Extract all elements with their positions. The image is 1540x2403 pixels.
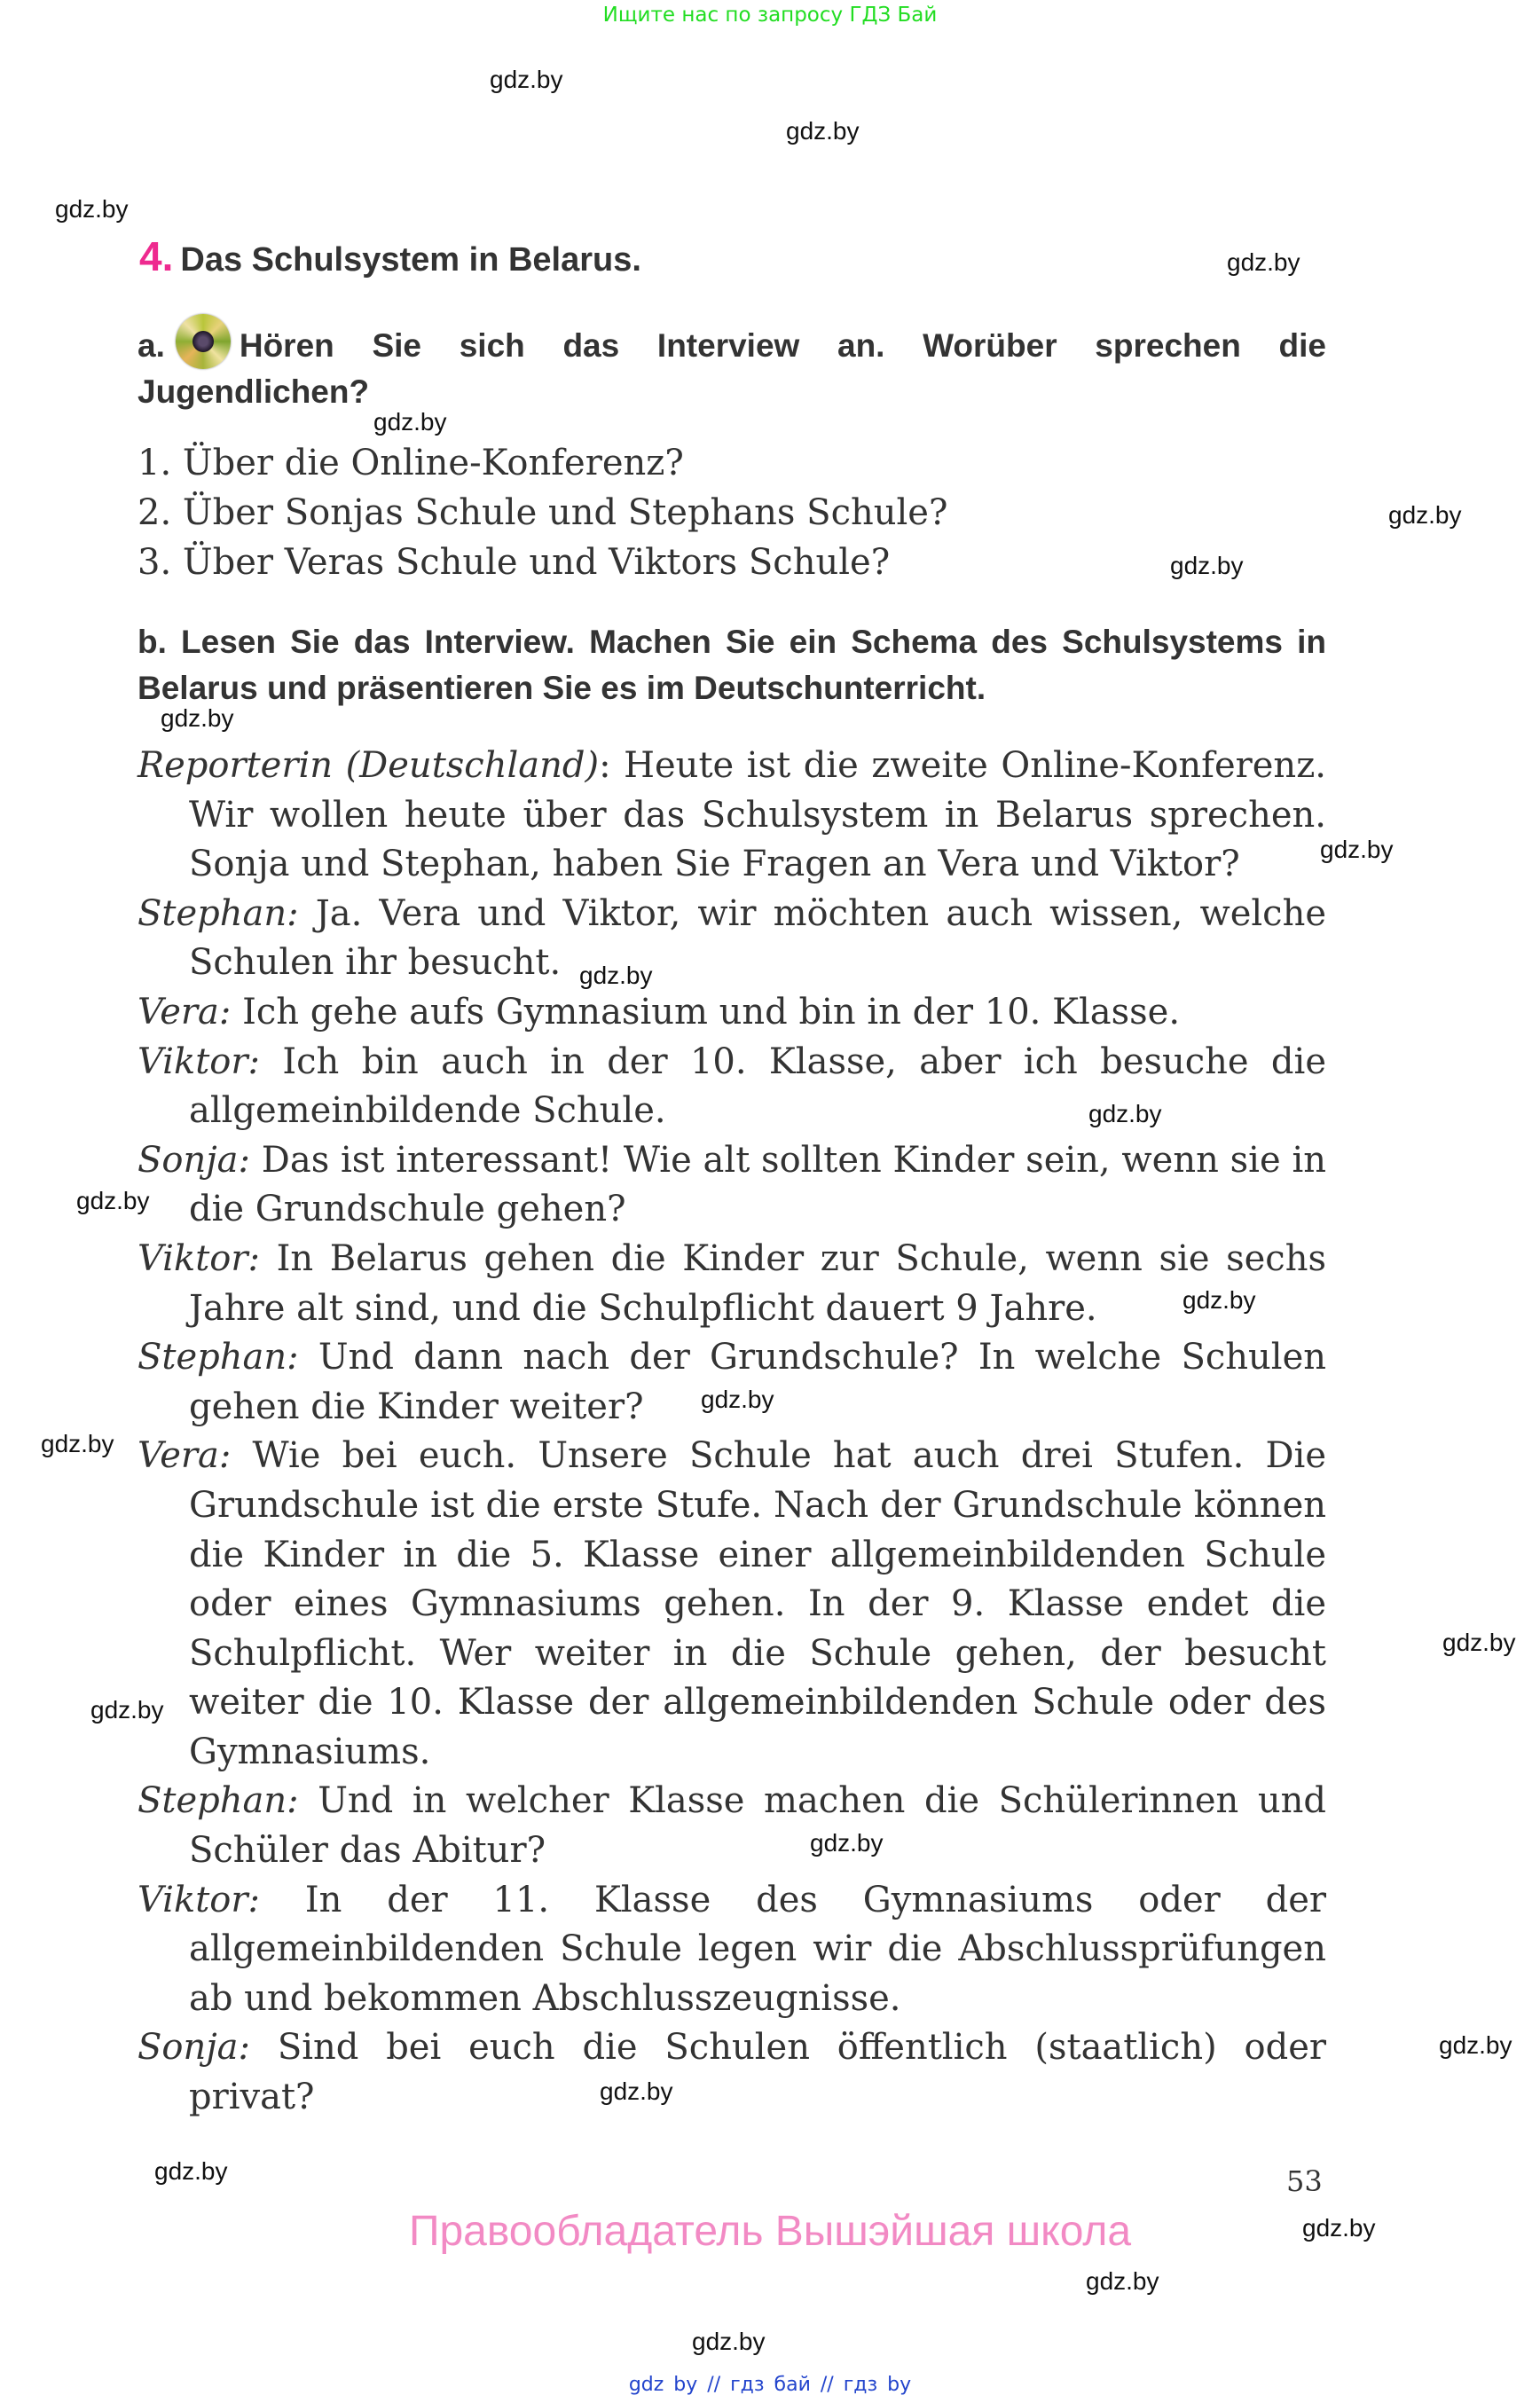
task-a <box>138 314 1326 415</box>
watermark: gdz.by <box>161 704 234 732</box>
speaker: Reporterin (Deutschland) <box>138 745 600 786</box>
watermark: gdz.by <box>810 1829 884 1857</box>
option-text: Über Veras Schule und Viktors Schule? <box>182 542 891 583</box>
watermark: gdz.by <box>1227 248 1300 276</box>
option-text: Über Sonjas Schule und Stephans Schule? <box>182 492 948 533</box>
option-number: 3. <box>138 542 172 583</box>
search-banner[interactable]: Ищите нас по запросу ГДЗ Бай <box>602 4 938 27</box>
task-a-label: a. <box>138 327 165 364</box>
option-1 <box>138 438 947 488</box>
dialog-turn <box>138 2023 1326 2122</box>
utterance: Heute ist die zweite Online-Konferenz. Wir wollen heute über das Schulsystem in Belarus sprechen. Sonja und Stephan, haben Sie Fragen an Vera und Viktor? <box>189 745 1326 885</box>
task-a-text: Hören Sie sich das Interview an. Worüber sprechen die Jugendlichen? <box>138 327 1326 410</box>
watermark: gdz.by <box>490 66 563 93</box>
dialog-turn <box>138 1876 1326 2024</box>
dialog-turn <box>138 1038 1326 1136</box>
dialog-turn: Reporterin (Deutschland): Heute ist die zweite Online-Konferenz. Wir wollen heute über das Schulsystem in Belarus sprechen. Sonja und Stephan, haben Sie Fragen an Vera und Viktor? <box>138 745 1326 885</box>
exercise-number: 4. <box>139 233 174 279</box>
task-b-text: Lesen Sie das Interview. Machen Sie ein Schema des Schulsystems in Belarus und präsentieren Sie es im Deutschunterricht. <box>138 624 1326 706</box>
dialog-turn <box>138 1136 1326 1235</box>
watermark: gdz.by <box>1442 1629 1516 1656</box>
watermark: gdz.by <box>579 962 653 989</box>
utterance: Ja. Vera und Viktor, wir möchten auch wissen, welche Schulen ihr besucht. <box>189 892 1327 984</box>
watermark: gdz.by <box>600 2077 673 2105</box>
speaker: Vera: <box>138 991 232 1033</box>
watermark: gdz.by <box>41 1430 114 1457</box>
exercise-title: Das Schulsystem in Belarus. <box>180 241 641 279</box>
speaker: Viktor: <box>138 1041 260 1082</box>
watermark: gdz.by <box>90 1696 164 1724</box>
dialog-turn <box>138 1333 1326 1432</box>
dialog-turn <box>138 1777 1326 1875</box>
option-number: 1. <box>138 443 172 483</box>
watermark: gdz.by <box>76 1187 150 1214</box>
speaker: Sonja: <box>138 1139 250 1181</box>
copyright-notice: Правообладатель Вышэйшая школа <box>408 2208 1132 2255</box>
watermark: gdz.by <box>1088 1100 1162 1127</box>
footer-links[interactable]: gdz by // гдз бай // гдз by <box>628 2374 912 2396</box>
watermark: gdz.by <box>373 408 447 436</box>
option-2 <box>138 488 947 538</box>
watermark: gdz.by <box>1086 2267 1159 2295</box>
utterance: Das ist interessant! Wie alt sollten Kinder sein, wenn sie in die Grundschule gehen? <box>189 1139 1326 1230</box>
speaker: Sonja: <box>138 2027 250 2069</box>
utterance: In Belarus gehen die Kinder zur Schule, wenn sie sechs Jahre alt sind, und die Schulpflicht dauert 9 Jahre. <box>189 1237 1326 1329</box>
watermark: gdz.by <box>1182 1286 1256 1314</box>
task-b-label: b. <box>138 624 167 660</box>
utterance: In der 11. Klasse des Gymnasiums oder der allgemeinbildenden Schule legen wir die Abschlussprüfungen ab und bekommen Abschlusszeugnisse. <box>189 1879 1327 2019</box>
watermark: gdz.by <box>1388 501 1462 529</box>
watermark: gdz.by <box>692 2328 766 2355</box>
watermark: gdz.by <box>1302 2214 1376 2242</box>
watermark: gdz.by <box>701 1386 774 1413</box>
exercise-heading <box>139 232 641 280</box>
watermark: gdz.by <box>154 2157 228 2185</box>
speaker: Stephan: <box>138 892 299 934</box>
watermark: gdz.by <box>55 195 129 223</box>
option-text: Über die Online-Konferenz? <box>182 443 684 483</box>
page-number: 53 <box>1286 2164 1323 2198</box>
utterance: Ich bin auch in der 10. Klasse, aber ich besuche die allgemeinbildende Schule. <box>189 1041 1326 1132</box>
task-b <box>138 619 1326 711</box>
dialog-turn <box>138 1235 1326 1333</box>
answer-options <box>138 438 947 587</box>
utterance: Und in welcher Klasse machen die Schülerinnen und Schüler das Abitur? <box>189 1780 1326 1872</box>
utterance: Und dann nach der Grundschule? In welche Schulen gehen die Kinder weiter? <box>189 1337 1327 1427</box>
watermark: gdz.by <box>1170 552 1244 579</box>
dialog-turn <box>138 988 1326 1038</box>
utterance: Wie bei euch. Unsere Schule hat auch drei Stufen. Die Grundschule ist die erste Stufe. Nach der Grundschule können die Kinder in die 5. Klasse einer allgemeinbildenden Schule oder eines Gymnasiums gehen. In der 9. Klasse endet die Schulpflicht. Wer weiter in die Schule gehen, der besucht weiter die 10. Klasse der allgemeinbildenden Schule oder des Gymnasiums. <box>189 1435 1327 1772</box>
speaker: Viktor: <box>138 1237 260 1279</box>
dialog-turn <box>138 1432 1326 1777</box>
audio-cd-icon[interactable] <box>176 314 231 369</box>
watermark: gdz.by <box>786 117 860 145</box>
option-3 <box>138 538 947 587</box>
speaker: Stephan: <box>138 1337 299 1378</box>
watermark: gdz.by <box>1439 2031 1512 2059</box>
interview-dialog <box>138 742 1326 2123</box>
dialog-turn <box>138 890 1326 988</box>
speaker: Stephan: <box>138 1780 299 1822</box>
speaker: Vera: <box>138 1435 232 1477</box>
utterance: Ich gehe aufs Gymnasium und bin in der 10. Klasse. <box>242 991 1181 1033</box>
speaker: Viktor: <box>138 1879 260 1920</box>
watermark: gdz.by <box>1320 836 1394 863</box>
option-number: 2. <box>138 492 172 533</box>
utterance: Sind bei euch die Schulen öffentlich (staatlich) oder privat? <box>189 2027 1326 2118</box>
